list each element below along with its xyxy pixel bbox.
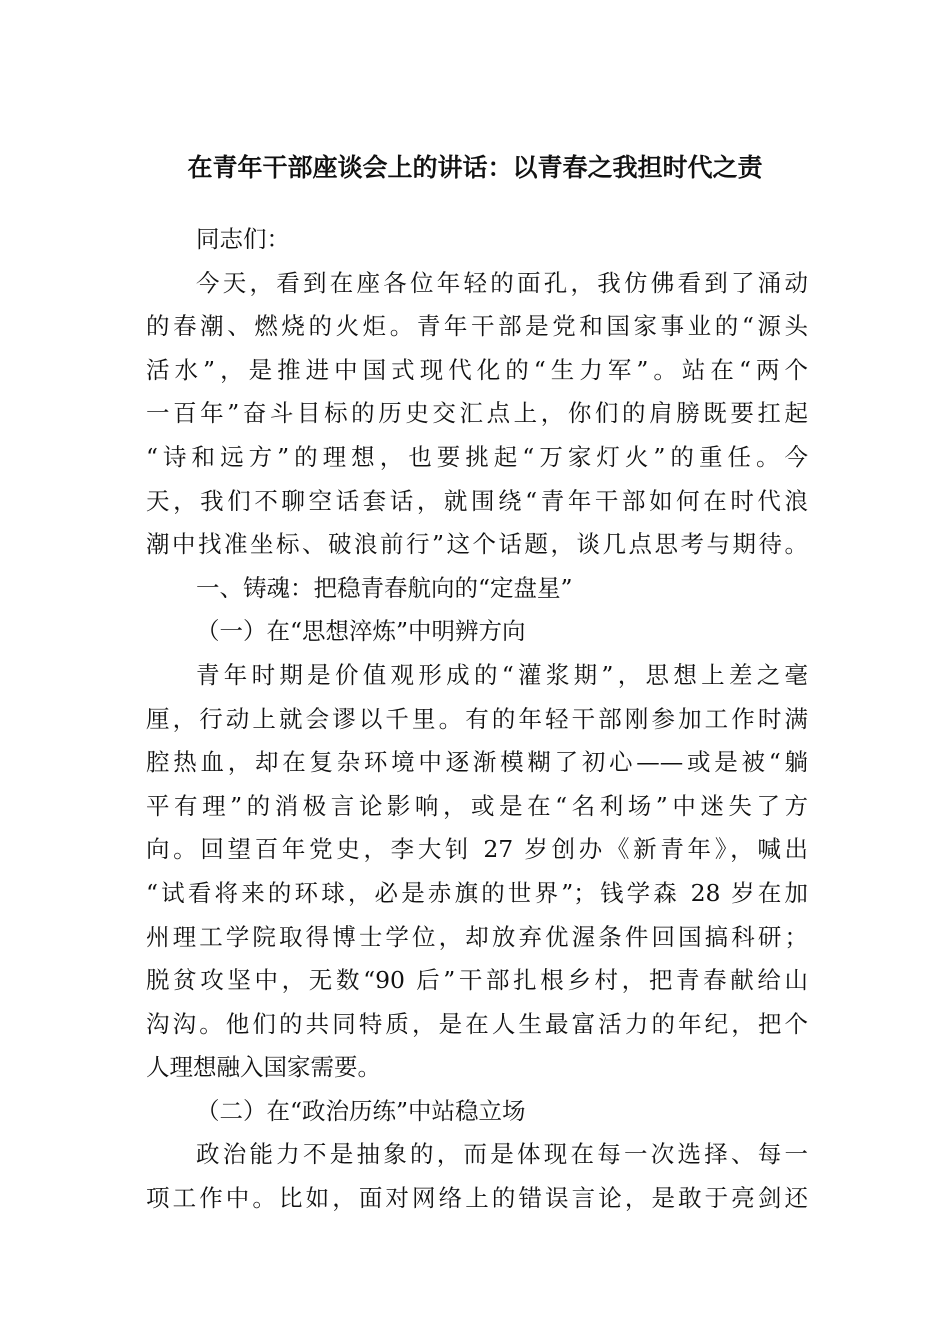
section-heading-line: 同志们： (196, 225, 290, 253)
document-title: 在青年干部座谈会上的讲话：以青春之我担时代之责 (187, 153, 763, 182)
text-line: 厘，行动上就会谬以千里。有的年轻干部刚参加工作时满 (146, 704, 808, 733)
text-line: 州理工学院取得博士学位，却放弃优渥条件回国搞科研； (146, 922, 808, 951)
text-line: 沟沟。他们的共同特质，是在人生最富活力的年纪，把个 (146, 1009, 808, 1038)
section-heading-line: 一、铸魂：把稳青春航向的“定盘星” (196, 573, 573, 602)
text-line: 一百年”奋斗目标的历史交汇点上，你们的肩膀既要扛起 (146, 399, 808, 428)
document-body (146, 218, 808, 1221)
text-line: “诗和远方”的理想，也要挑起“万家灯火”的重任。今 (146, 442, 808, 471)
section-heading-line: （二）在“政治历练”中站稳立场 (196, 1096, 526, 1125)
text-line: 青年时期是价值观形成的“灌浆期”，思想上差之毫 (196, 660, 808, 689)
text-line: 人理想融入国家需要。 (146, 1053, 381, 1082)
text-line: 腔热血，却在复杂环境中逐渐模糊了初心——或是被“躺 (146, 748, 808, 777)
text-line: 向。回望百年党史，李大钊 27 岁创办《新青年》，喊出 (146, 835, 808, 864)
text-line: 平有理”的消极言论影响，或是在“名利场”中迷失了方 (146, 791, 808, 820)
section-heading-line: （一）在“思想淬炼”中明辨方向 (196, 617, 526, 646)
text-line: 的春潮、燃烧的火炬。青年干部是党和国家事业的“源头 (146, 312, 808, 341)
text-line: 项工作中。比如，面对网络上的错误言论，是敢于亮剑还 (146, 1184, 808, 1213)
text-line: 今天，看到在座各位年轻的面孔，我仿佛看到了涌动 (196, 268, 808, 297)
text-line: 天，我们不聊空话套话，就围绕“青年干部如何在时代浪 (146, 486, 808, 515)
text-line: 脱贫攻坚中，无数“90 后”干部扎根乡村，把青春献给山 (146, 966, 808, 995)
text-line: 潮中找准坐标、破浪前行”这个话题，谈几点思考与期待。 (146, 530, 808, 559)
text-line: 政治能力不是抽象的，而是体现在每一次选择、每一 (196, 1140, 808, 1169)
text-line: 活水”，是推进中国式现代化的“生力军”。站在“两个 (146, 355, 808, 384)
text-line: “试看将来的环球，必是赤旗的世界”；钱学森 28 岁在加 (146, 878, 808, 907)
